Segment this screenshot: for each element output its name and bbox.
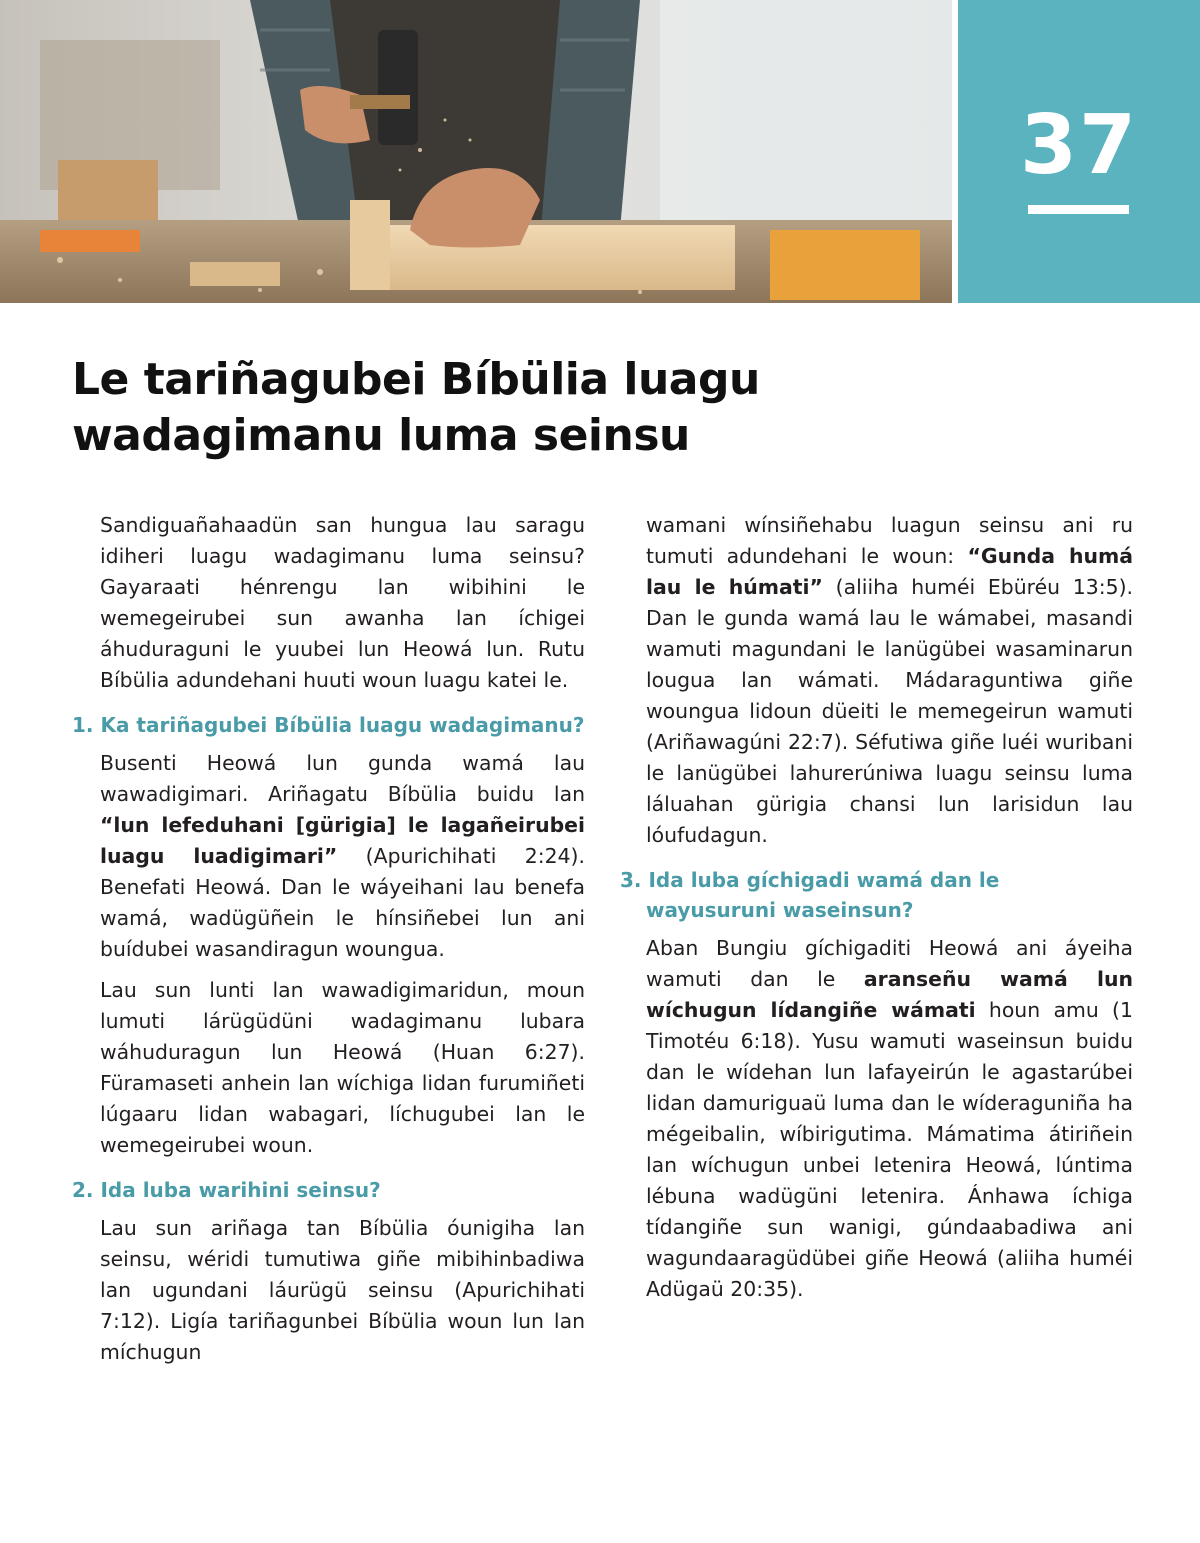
section-2-paragraph-1-continued: wamani wínsiñehabu luagun seinsu ani ru tumuti adundehani le woun: “Gunda humá lau le húmati” (aliiha huméi Ebüréu 13:5). Dan le gunda wamá lau le wámabei, masandi wamuti magundani le lanügübei wasaminarun lougua lan wámati. Mádaraguntiwa giñe woungua lidoun düeiti le memegeirun wamuti (Ariñawagúni 22:7). Séfutiwa giñe luéi wuribani le lanügübei lahurerúniwa luagu seinsu luma láluahan gürigia chansi lun larisidun lau lóufudagun. bbox=[646, 513, 1134, 847]
section-heading-3: 3. Ida luba gíchigadi wamá dan le wayusuruni waseinsun? bbox=[620, 868, 1000, 922]
section-heading-2: 2. Ida luba warihini seinsu? bbox=[72, 1178, 381, 1202]
chapter-underline bbox=[1028, 205, 1129, 214]
left-column bbox=[72, 510, 585, 1378]
section-2-paragraph-1: Lau sun ariñaga tan Bíbülia óunigiha lan seinsu, wéridi tumutiwa giñe mibihinbadiwa lan ugundani láurügü seinsu (Apurichihati 7:12). Ligía tariñagunbei Bíbülia woun lun lan míchugun bbox=[100, 1216, 585, 1364]
right-column bbox=[620, 510, 1133, 1315]
carpenter-photo-illustration bbox=[0, 0, 952, 303]
header-photo bbox=[0, 0, 952, 303]
section-heading-1: 1. Ka tariñagubei Bíbülia luagu wadagimanu? bbox=[72, 713, 585, 737]
section-3-paragraph-1: Aban Bungiu gíchigaditi Heowá ani áyeiha wamuti dan le aranseñu wamá lun wíchugun lídangiñe wámati houn amu (1 Timotéu 6:18). Yusu wamuti waseinsun buidu dan le wídehan lun lafayeirún le agastarúbei lidan damuriguaü luma dan le wíderaguniña ha mégeibalin, wíbirigutima. Mámatima átiriñein lan wíchugun unbei letenira Heowá, lúntima lébuna wadügüni letenira. Ánhawa íchiga tídangiñe sun wanigi, gúndaabadiwa ani wagundaaragüdübei giñe Heowá (aliiha huméi Adügaü 20:35). bbox=[646, 936, 1133, 1301]
page-title: Le tariñagubei Bíbülia luagu wadagimanu luma seinsu bbox=[72, 354, 760, 461]
chapter-badge bbox=[958, 0, 1200, 303]
section-1-paragraph-2: Lau sun lunti lan wawadigimaridun, moun lumuti lárügüdüni wadagimanu lubara wáhuduragun lun Heowá (Huan 6:27). Füramaseti anhein lan wíchiga lidan furumiñeti lúgaaru lidan wabagari, líchugubei lan le wemegeirubei woun. bbox=[100, 978, 585, 1157]
intro-paragraph: Sandiguañahaadün san hungua lau saragu idiheri luagu wadagimanu luma seinsu? Gayaraati hénrengu lan wibihini le wemegeirubei sun awanha lan íchigei áhuduraguni le yuubei lun Heowá lun. Rutu Bíbülia adundehani huuti woun luagu katei le. bbox=[100, 513, 585, 692]
chapter-number: 37 bbox=[1019, 98, 1139, 193]
section-1-paragraph-1: Busenti Heowá lun gunda wamá lau wawadigimari. Ariñagatu Bíbülia buidu lan “lun lefeduhani [gürigia] le lagañeirubei luagu luadigimari” (Apurichihati 2:24). Benefati Heowá. Dan le wáyeihani lau benefa wamá, wadügüñein le hínsiñebei lun ani buídubei wasandiragun woungua. bbox=[100, 751, 585, 961]
